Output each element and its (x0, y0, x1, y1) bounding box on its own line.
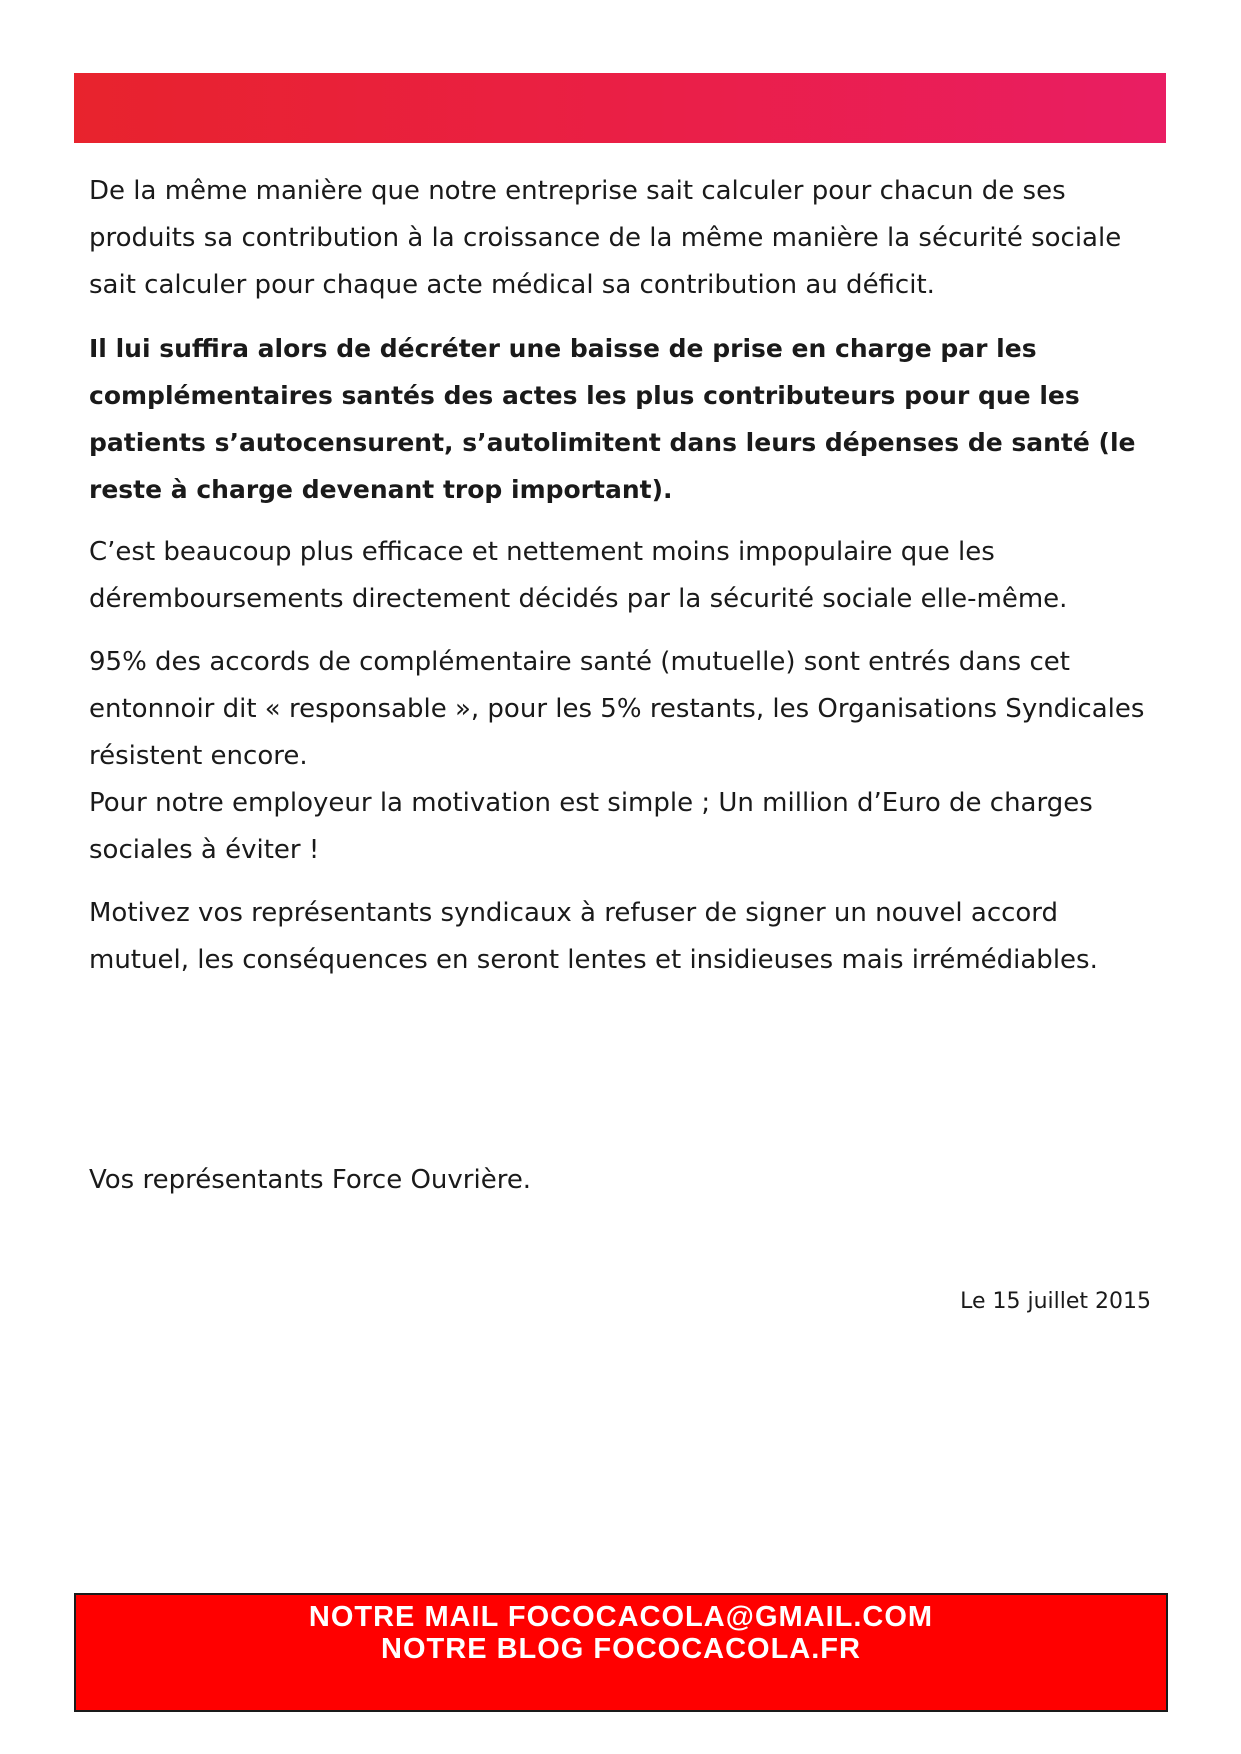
paragraph-4: 95% des accords de complémentaire santé (mutuelle) sont entrés dans cet entonnoir dit « responsable », pour les 5% restants, les Organisations Syndicales résistent encore. (89, 647, 1145, 771)
paragraph-5: Pour notre employeur la motivation est simple ; Un million d’Euro de charges sociales à éviter ! (89, 788, 1093, 865)
paragraph-2-bold: Il lui suffira alors de décréter une baisse de prise en charge par les complémentaires santés des actes les plus contributeurs pour que les patients s’autocensurent, s’autolimitent dans leurs dépenses de santé (le reste à charge devenant trop important). (89, 334, 1136, 504)
header-banner (74, 73, 1166, 143)
paragraph-3: C’est beaucoup plus efficace et nettement moins impopulaire que les déremboursements directement décidés par la sécurité sociale elle-même. (89, 537, 1068, 614)
paragraph-6: Motivez vos représentants syndicaux à refuser de signer un nouvel accord mutuel, les conséquences en seront lentes et insidieuses mais irrémédiables. (89, 898, 1098, 975)
footer-mail: NOTRE MAIL FOCOCACOLA@GMAIL.COM (308, 1601, 934, 1633)
footer-blog: NOTRE BLOG FOCOCACOLA.FR (381, 1633, 861, 1665)
document-date: Le 15 juillet 2015 (960, 1289, 1151, 1314)
signature: Vos représentants Force Ouvrière. (89, 1165, 532, 1195)
paragraph-1: De la même manière que notre entreprise sait calculer pour chacun de ses produits sa contribution à la croissance de la même manière la sécurité sociale sait calculer pour chaque acte médical sa contribution au déficit. (89, 176, 1122, 300)
contact-footer (74, 1593, 1168, 1712)
document-body (89, 168, 1159, 1000)
